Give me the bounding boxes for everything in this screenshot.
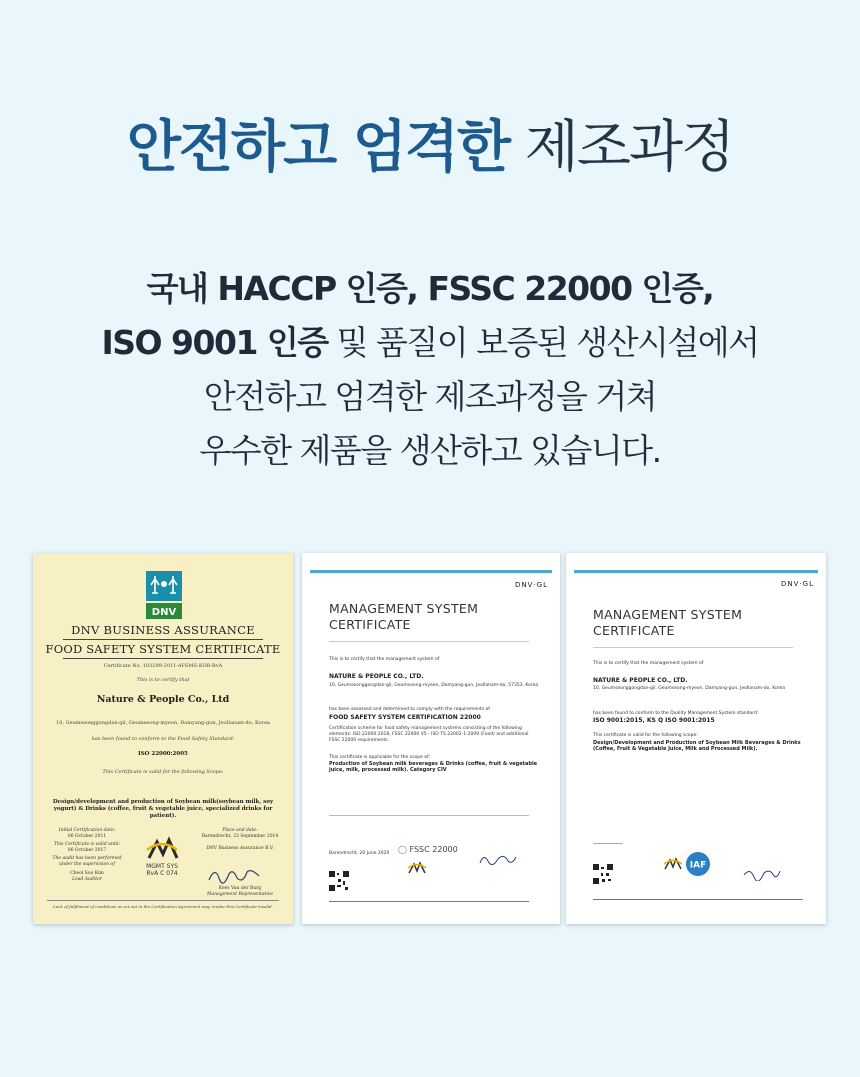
cert3-valid-scope: This certificate is valid for the following scope: bbox=[593, 733, 698, 738]
cert2-meta-rule bbox=[329, 641, 529, 642]
certificate-iso22000 bbox=[33, 553, 293, 924]
cert3-conform: has been found to conform to the Quality Management System standard: bbox=[593, 711, 759, 716]
cert3-top-bar bbox=[574, 570, 818, 573]
cert1-number: Certificate No. 103299-2011-AFSMS-KOR-RvA bbox=[103, 663, 223, 669]
cert1-place: Barendrecht, 23 September 2014 bbox=[201, 834, 279, 839]
cert1-footer: Lack of fulfilment of conditions as set out in the Certification Agreement may render this Certificate invalid. bbox=[53, 904, 273, 909]
cert3-signature bbox=[742, 865, 782, 881]
cert1-auditor: Cheol Soo Kim bbox=[70, 871, 104, 876]
cert1-initial-date: 06 October 2011 bbox=[67, 834, 107, 839]
cert1-conform: has been found to conform to the Food Safety Standard: bbox=[91, 736, 235, 742]
dnv-logo bbox=[146, 571, 182, 619]
cert3-heading: MANAGEMENT SYSTEM CERTIFICATE bbox=[593, 607, 743, 638]
certificate-iso9001 bbox=[566, 553, 826, 924]
cert1-address: 10, Geumseonggongdan-gil, Geumseong-myeon, Damyang-gun, Jeollanam-do, Korea bbox=[56, 720, 270, 726]
cert2-assessed: has been assessed and determined to comply with the requirements of bbox=[329, 707, 490, 712]
fssc-logo bbox=[398, 845, 458, 854]
cert3-address: 10, Geumseonggongdan-gil, Geumseong-myeon, Damyang-gun, Jeollanam-do, Korea bbox=[593, 686, 785, 691]
cert1-footer-rule bbox=[47, 900, 279, 901]
cert2-applicable: This certificate is applicable for the scope of: bbox=[329, 755, 431, 760]
cert2-address: 10, Geumseonggongdan-gil, Geumseong-myeon, Damyang-gun, Jeollanam-do, 57353, Korea bbox=[329, 683, 539, 688]
cert1-standard: ISO 22000:2005 bbox=[138, 751, 188, 757]
description-line-1: 국내 HACCP 인증, FSSC 22000 인증, bbox=[146, 269, 714, 308]
description-line-4: 우수한 제품을 생산하고 있습니다. bbox=[199, 431, 661, 470]
title-highlight: 안전하고 엄격한 bbox=[126, 115, 509, 180]
cert2-standard: FOOD SAFETY SYSTEM CERTIFICATION 22000 bbox=[329, 714, 481, 721]
cert2-company: NATURE & PEOPLE CO., LTD. bbox=[329, 673, 424, 680]
cert3-meta-rule bbox=[593, 647, 793, 648]
cert2-accreditation-seal-icon bbox=[406, 861, 428, 883]
cert1-place-block bbox=[195, 828, 285, 852]
cert2-signature bbox=[478, 851, 518, 867]
cert3-place-rule bbox=[593, 843, 623, 844]
cert2-top-bar bbox=[310, 570, 552, 573]
cert1-signature bbox=[207, 864, 261, 886]
cert1-signer-block bbox=[195, 886, 285, 898]
cert2-place: Barendrecht, 20 June 2020 bbox=[329, 851, 390, 856]
cert3-standard: ISO 9001:2015, KS Q ISO 9001:2015 bbox=[593, 717, 715, 724]
page-title bbox=[0, 112, 860, 184]
cert1-signer: Kees Van der Burg bbox=[218, 886, 262, 891]
cert1-rule-1 bbox=[63, 639, 263, 640]
cert2-bottom-rule bbox=[329, 901, 529, 902]
cert1-initial-block bbox=[47, 828, 127, 883]
description-iso-bold: ISO 9001 인증 bbox=[101, 323, 328, 362]
fssc-logo-text: FSSC 22000 bbox=[409, 845, 458, 854]
cert1-certify: This is to certify that bbox=[136, 677, 190, 683]
fssc-logo-icon: ◯ bbox=[398, 845, 407, 854]
cert1-heading-2: FOOD SAFETY SYSTEM CERTIFICATE bbox=[45, 642, 281, 656]
description bbox=[0, 262, 860, 478]
cert1-valid-label: This Certificate is valid until: bbox=[53, 842, 121, 847]
cert2-scheme: Certification scheme for food safety management systems consisting of the following elements: ISO 22000:2018, FSSC 22000 V5 - ISO TS 22002-1:2009 (Food) and additional FSSC 22000 requirements. bbox=[329, 726, 529, 743]
cert1-valid-scope: This Certificate is valid for the following Scope: bbox=[102, 769, 224, 775]
cert1-place-label: Place and date: bbox=[222, 828, 258, 833]
iaf-logo-text: IAF bbox=[689, 860, 707, 871]
title-rest: 제조과정 bbox=[524, 115, 734, 180]
cert3-accreditation-seal-icon bbox=[662, 857, 684, 879]
cert3-company: NATURE & PEOPLE CO., LTD. bbox=[593, 677, 688, 684]
cert1-scope: Design/development and production of Soybean milk(soybean milk, soy yogurt) & Drinks (coffee, fruit & vegetable juice, specialized drinks for patient). bbox=[52, 799, 274, 819]
cert3-scope: Design/Development and Production of Soybean Milk Beverages & Drinks (Coffee, Fruit & Vegetable Juice, Milk and Processed Milk). bbox=[593, 740, 801, 752]
cert2-fine-rule bbox=[329, 815, 529, 816]
description-line-3: 안전하고 엄격한 제조과정을 거쳐 bbox=[203, 377, 657, 416]
rva-seal-text: RvA C 074 bbox=[146, 870, 178, 876]
cert1-valid-date: 06 October 2017 bbox=[67, 848, 107, 853]
rva-seal-icon bbox=[143, 836, 181, 876]
cert3-bottom-rule bbox=[593, 899, 803, 900]
cert2-heading: MANAGEMENT SYSTEM CERTIFICATE bbox=[329, 601, 479, 632]
cert2-qr-code bbox=[329, 871, 349, 891]
cert3-brand: DNV·GL bbox=[781, 580, 814, 588]
cert2-scope: Production of Soybean milk beverages & Drinks (coffee, fruit & vegetable juice, milk, processed milk). Category CIV bbox=[329, 761, 538, 773]
cert1-initial-label: Initial Certification date: bbox=[58, 828, 116, 833]
dnv-logo-text: DNV bbox=[151, 607, 177, 618]
certificate-fssc22000 bbox=[302, 553, 560, 924]
cert1-audit-note: The audit has been performed under the supervision of bbox=[52, 856, 122, 867]
description-line-2-rest: 및 품질이 보증된 생산시설에서 bbox=[327, 323, 759, 362]
cert1-heading-1: DNV BUSINESS ASSURANCE bbox=[71, 623, 255, 637]
iaf-logo bbox=[685, 851, 711, 877]
cert2-intro: This is to certify that the management system of bbox=[329, 657, 440, 662]
cert3-qr-code bbox=[593, 864, 613, 884]
cert1-auditor-role: Lead Auditor bbox=[72, 877, 102, 882]
cert1-signer-role: Management Representative bbox=[206, 892, 274, 897]
cert1-rule-2 bbox=[63, 658, 263, 659]
cert1-issuer: DNV Business Assurance B.V. bbox=[206, 846, 274, 851]
svg-text:MGMT SYS: MGMT SYS bbox=[146, 863, 178, 870]
cert1-company: Nature & People Co., Ltd bbox=[96, 694, 230, 705]
description-line-2 bbox=[0, 316, 860, 370]
cert2-brand: DNV·GL bbox=[515, 581, 548, 589]
cert3-intro: This is to certify that the management system of bbox=[593, 661, 704, 666]
